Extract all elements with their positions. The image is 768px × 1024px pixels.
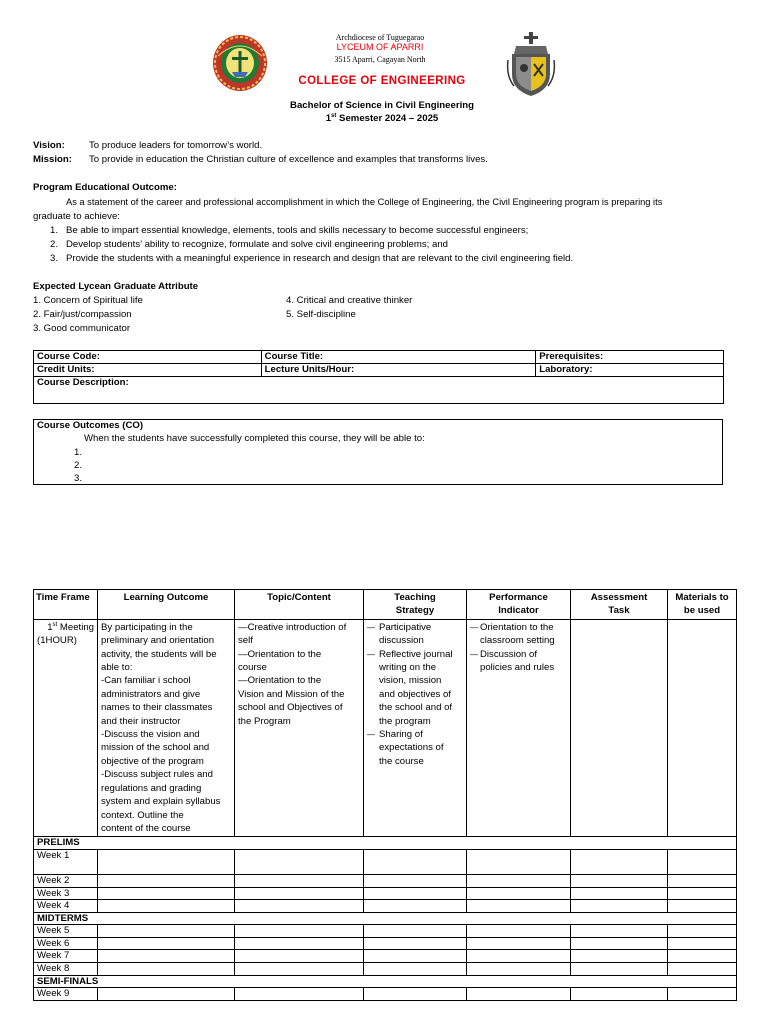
table-row bbox=[34, 887, 737, 900]
school-name: LYCEUM OF APARRI bbox=[336, 42, 424, 52]
topic-line: school and Objectives of bbox=[238, 702, 343, 714]
strategy-line: — Reflective journal bbox=[379, 648, 453, 660]
course-outcome-item: 2. bbox=[74, 460, 83, 471]
section-row bbox=[34, 837, 737, 850]
topic-line: —Orientation to the bbox=[238, 648, 322, 660]
first-meeting-assessment bbox=[571, 619, 668, 837]
course-outcomes-intro: When the students have successfully completed this course, they will be able to: bbox=[84, 433, 425, 444]
peo-title: Program Educational Outcome: bbox=[33, 182, 177, 193]
strategy-line: — Participative bbox=[379, 621, 432, 633]
header-strategy-line: Strategy bbox=[395, 605, 435, 617]
vision-text: To produce leaders for tomorrow’s world. bbox=[89, 140, 263, 151]
week-label: Week 5 bbox=[34, 925, 98, 938]
attribute-item: 5. Self-discipline bbox=[286, 309, 356, 320]
strategy-line: discussion bbox=[379, 635, 424, 647]
first-meeting-indicator bbox=[467, 619, 571, 837]
indicator-bullet bbox=[470, 648, 567, 675]
indicator-bullet bbox=[470, 621, 567, 648]
section-midterms: MIDTERMS bbox=[34, 912, 737, 925]
first-meeting-topic bbox=[235, 619, 364, 837]
week-label: Week 9 bbox=[34, 988, 98, 1001]
outcome-line: -Discuss the vision and bbox=[101, 729, 200, 741]
first-meeting-hours: (1HOUR) bbox=[37, 635, 77, 647]
peo-item-text: Develop students’ ability to recognize, formulate and solve civil engineering problems; and bbox=[66, 239, 449, 250]
header-teaching-strategy bbox=[364, 590, 467, 620]
first-meeting-num: 1 bbox=[47, 621, 53, 633]
section-prelims: PRELIMS bbox=[34, 837, 737, 850]
peo-item-text: Be able to impart essential knowledge, elements, tools and skills necessary to become successful engineers; bbox=[66, 225, 529, 236]
course-outcomes-box bbox=[33, 419, 723, 485]
outcome-line: context. Outline the bbox=[101, 809, 184, 821]
header-performance-indicator bbox=[467, 590, 571, 620]
laboratory-label: Laboratory: bbox=[536, 364, 724, 377]
first-meeting-materials bbox=[668, 619, 737, 837]
first-meeting-time bbox=[34, 619, 98, 837]
outcome-line: content of the course bbox=[101, 822, 191, 834]
outcome-line: activity, the students will be bbox=[101, 648, 217, 660]
peo-intro-2: graduate to achieve: bbox=[33, 211, 120, 222]
section-row bbox=[34, 975, 737, 988]
table-row bbox=[34, 900, 737, 913]
program-name: Bachelor of Science in Civil Engineering bbox=[290, 100, 474, 111]
strategy-bullet bbox=[367, 648, 463, 728]
peo-item-text: Provide the students with a meaningful experience in research and design that are relevant to the civil engineering field. bbox=[66, 253, 574, 264]
topic-line: Vision and Mission of the bbox=[238, 688, 345, 700]
indicator-line: policies and rules bbox=[480, 662, 555, 674]
first-meeting-strategy bbox=[364, 619, 467, 837]
first-meeting-sup: st bbox=[52, 621, 58, 628]
table-row bbox=[34, 849, 737, 874]
topic-line: —Orientation to the bbox=[238, 675, 322, 687]
indicator-line: — Orientation to the bbox=[480, 621, 554, 633]
course-description-label: Course Description: bbox=[34, 377, 724, 404]
header-topic bbox=[235, 590, 364, 620]
header-assessment-line: Task bbox=[608, 605, 630, 617]
first-meeting-time-line bbox=[37, 621, 94, 634]
header-learning-outcome bbox=[98, 590, 235, 620]
strategy-line: the course bbox=[379, 755, 424, 767]
table-row bbox=[34, 950, 737, 963]
attribute-item: 1. Concern of Spiritual life bbox=[33, 295, 143, 306]
college-name: COLLEGE OF ENGINEERING bbox=[298, 75, 466, 87]
outcome-line: administrators and give bbox=[101, 688, 201, 700]
header-materials bbox=[668, 590, 737, 620]
outcome-line: and their instructor bbox=[101, 715, 181, 727]
table-row bbox=[34, 937, 737, 950]
course-code-label: Course Code: bbox=[34, 351, 262, 364]
indicator-line: classroom setting bbox=[480, 635, 555, 647]
topic-line: —Creative introduction of bbox=[238, 621, 347, 633]
semester-sup: st bbox=[331, 112, 337, 119]
header-materials-line: Materials to bbox=[675, 592, 729, 603]
syllabus-plan-table bbox=[33, 589, 737, 1001]
strategy-line: — Sharing of bbox=[379, 729, 423, 741]
outcome-line: able to: bbox=[101, 662, 133, 674]
table-row bbox=[34, 925, 737, 938]
outcome-line: -Can familiar i school bbox=[101, 675, 191, 687]
attributes-title: Expected Lycean Graduate Attribute bbox=[33, 281, 199, 292]
week-label: Week 8 bbox=[34, 963, 98, 976]
week-label: Week 7 bbox=[34, 950, 98, 963]
topic-line: the Program bbox=[238, 715, 291, 727]
header-time-frame bbox=[34, 590, 98, 620]
course-title-label: Course Title: bbox=[261, 351, 536, 364]
outcome-line: mission of the school and bbox=[101, 742, 210, 754]
table-row bbox=[34, 963, 737, 976]
prerequisites-label: Prerequisites: bbox=[536, 351, 724, 364]
week-label: Week 1 bbox=[34, 849, 98, 874]
strategy-line: the program bbox=[379, 715, 431, 727]
peo-item-num: 2. bbox=[50, 239, 59, 250]
peo-item-num: 3. bbox=[50, 253, 59, 264]
strategy-line: expectations of bbox=[379, 742, 444, 754]
outcome-line: system and explain syllabus bbox=[101, 796, 221, 808]
section-semifinals: SEMI-FINALS bbox=[34, 975, 737, 988]
header-assessment-line: Assessment bbox=[590, 592, 648, 603]
strategy-bullet bbox=[367, 621, 463, 648]
outcome-line: -Discuss subject rules and bbox=[101, 769, 213, 781]
week-label: Week 2 bbox=[34, 874, 98, 887]
first-meeting-outcome bbox=[98, 619, 235, 837]
credit-units-label: Credit Units: bbox=[34, 364, 262, 377]
header-topic-text: Topic/Content bbox=[267, 592, 331, 603]
outcome-line: objective of the program bbox=[101, 755, 204, 767]
outcome-line: regulations and grading bbox=[101, 782, 202, 794]
header-time-text: Time Frame bbox=[36, 592, 90, 603]
topic-line: course bbox=[238, 662, 267, 674]
mission-text: To provide in education the Christian culture of excellence and examples that transforms lives. bbox=[89, 154, 488, 165]
semester-rest: Semester 2024 – 2025 bbox=[336, 113, 439, 124]
week-label: Week 6 bbox=[34, 937, 98, 950]
header-materials-line: be used bbox=[683, 605, 721, 617]
vision-label: Vision: bbox=[33, 140, 65, 151]
header-strategy-line: Teaching bbox=[394, 592, 436, 603]
header-indicator-line: Performance bbox=[489, 592, 548, 603]
semester-num: 1 bbox=[325, 113, 332, 124]
school-address: 3515 Aparri, Cagayan North bbox=[334, 55, 426, 64]
attribute-item: 3. Good communicator bbox=[33, 323, 131, 334]
attribute-item: 4. Critical and creative thinker bbox=[286, 295, 413, 306]
week-label: Week 3 bbox=[34, 887, 98, 900]
outcome-line: preliminary and orientation bbox=[101, 635, 215, 647]
mission-label: Mission: bbox=[33, 154, 72, 165]
course-outcome-item: 3. bbox=[74, 473, 83, 484]
week-label: Week 4 bbox=[34, 900, 98, 913]
semester-line bbox=[0, 113, 766, 124]
section-row bbox=[34, 912, 737, 925]
course-info-table bbox=[33, 350, 724, 404]
header-indicator-line: Indicator bbox=[498, 605, 539, 617]
first-meeting-row bbox=[34, 619, 737, 837]
outcome-line: By participating in the bbox=[101, 621, 193, 633]
lecture-units-label: Lecture Units/Hour: bbox=[261, 364, 536, 377]
table-header-row bbox=[34, 590, 737, 620]
table-row bbox=[34, 874, 737, 887]
strategy-line: vision, mission bbox=[379, 675, 442, 687]
table-row bbox=[34, 988, 737, 1001]
peo-intro-1: As a statement of the career and professional accomplishment in which the College of Engineering, the Civil Engineering program is preparing its bbox=[66, 197, 663, 207]
attribute-item: 2. Fair/just/compassion bbox=[33, 309, 132, 320]
archdiocese-line: Archdiocese of Tuguegarao bbox=[335, 33, 425, 42]
strategy-bullet bbox=[367, 728, 463, 768]
course-outcomes-title: Course Outcomes (CO) bbox=[37, 420, 144, 431]
header-assessment-task bbox=[571, 590, 668, 620]
strategy-line: the school and of bbox=[379, 702, 453, 714]
peo-item-num: 1. bbox=[50, 225, 59, 236]
outcome-line: names to their classmates bbox=[101, 702, 213, 714]
strategy-line: and objectives of bbox=[379, 688, 451, 700]
strategy-line: writing on the bbox=[379, 662, 437, 674]
course-outcome-item: 1. bbox=[74, 447, 83, 458]
indicator-line: — Discussion of bbox=[480, 648, 538, 660]
header-outcome-text: Learning Outcome bbox=[123, 592, 209, 603]
first-meeting-rest: Meeting bbox=[57, 621, 94, 633]
topic-line: self bbox=[238, 635, 253, 647]
